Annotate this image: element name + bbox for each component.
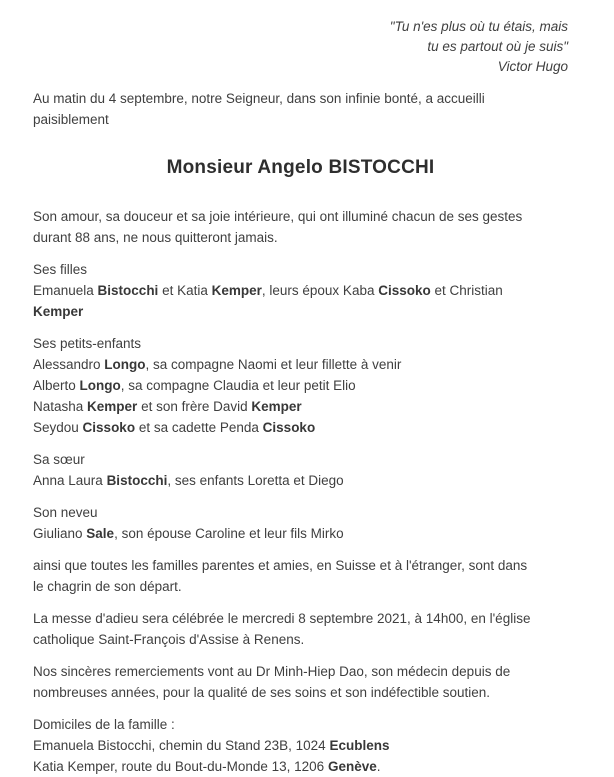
text-line: Ses filles [33, 262, 88, 277]
text-line: Katia Kemper, route du Bout-du-Monde 13, 1206 Genève. [33, 759, 381, 774]
text-line: catholique Saint-François d'Assise à Renens. [33, 632, 305, 647]
text-line: Emanuela Bistocchi et Katia Kemper, leurs époux Kaba Cissoko et Christian [33, 283, 503, 298]
family-addresses-section [33, 714, 568, 777]
text-line: La messe d'adieu sera célébrée le mercredi 8 septembre 2021, à 14h00, en l'église [33, 611, 531, 626]
text-line: Nos sincères remerciements vont au Dr Minh-Hiep Dao, son médecin depuis de [33, 664, 511, 679]
text-line: Natasha Kemper et son frère David Kemper [33, 399, 302, 414]
families-paragraph [33, 555, 568, 597]
text-line: Son amour, sa douceur et sa joie intérieure, qui ont illuminé chacun de ses gestes [33, 209, 523, 224]
text-line: Sa sœur [33, 452, 85, 467]
text-line: Anna Laura Bistocchi, ses enfants Loretta et Diego [33, 473, 344, 488]
nephew-section [33, 502, 568, 544]
deceased-name-title: Monsieur Angelo BISTOCCHI [166, 157, 435, 178]
grandchildren-section [33, 333, 568, 438]
quote-attribution: Victor Hugo [497, 59, 568, 74]
quote-line: tu es partout où je suis" [427, 39, 568, 54]
intro-paragraph [33, 88, 568, 130]
text-line: Domiciles de la famille : [33, 717, 175, 732]
text-line: nombreuses années, pour la qualité de ses soins et son indéfectible soutien. [33, 685, 491, 700]
text-line: Au matin du 4 septembre, notre Seigneur, dans son infinie bonté, a accueilli [33, 91, 485, 106]
text-line: Ses petits-enfants [33, 336, 142, 351]
text-line: ainsi que toutes les familles parentes et amies, en Suisse et à l'étranger, sont dans [33, 558, 528, 573]
quote-line: "Tu n'es plus où tu étais, mais [389, 19, 568, 34]
text-line: Alberto Longo, sa compagne Claudia et leur petit Elio [33, 378, 356, 393]
tribute-paragraph [33, 206, 568, 248]
text-line: le chagrin de son départ. [33, 579, 182, 594]
text-line: Kemper [33, 304, 84, 319]
text-line: Giuliano Sale, son épouse Caroline et leur fils Mirko [33, 526, 344, 541]
daughters-section [33, 259, 568, 322]
text-line: Alessandro Longo, sa compagne Naomi et leur fillette à venir [33, 357, 402, 372]
funeral-mass-paragraph [33, 608, 568, 650]
epigraph-quote [33, 17, 568, 77]
text-line: Seydou Cissoko et sa cadette Penda Cissoko [33, 420, 316, 435]
text-line: Son neveu [33, 505, 98, 520]
sister-section [33, 449, 568, 491]
text-line: durant 88 ans, ne nous quitteront jamais. [33, 230, 278, 245]
acknowledgements-paragraph [33, 661, 568, 703]
text-line: paisiblement [33, 112, 109, 127]
text-line: Emanuela Bistocchi, chemin du Stand 23B, 1024 Ecublens [33, 738, 390, 753]
